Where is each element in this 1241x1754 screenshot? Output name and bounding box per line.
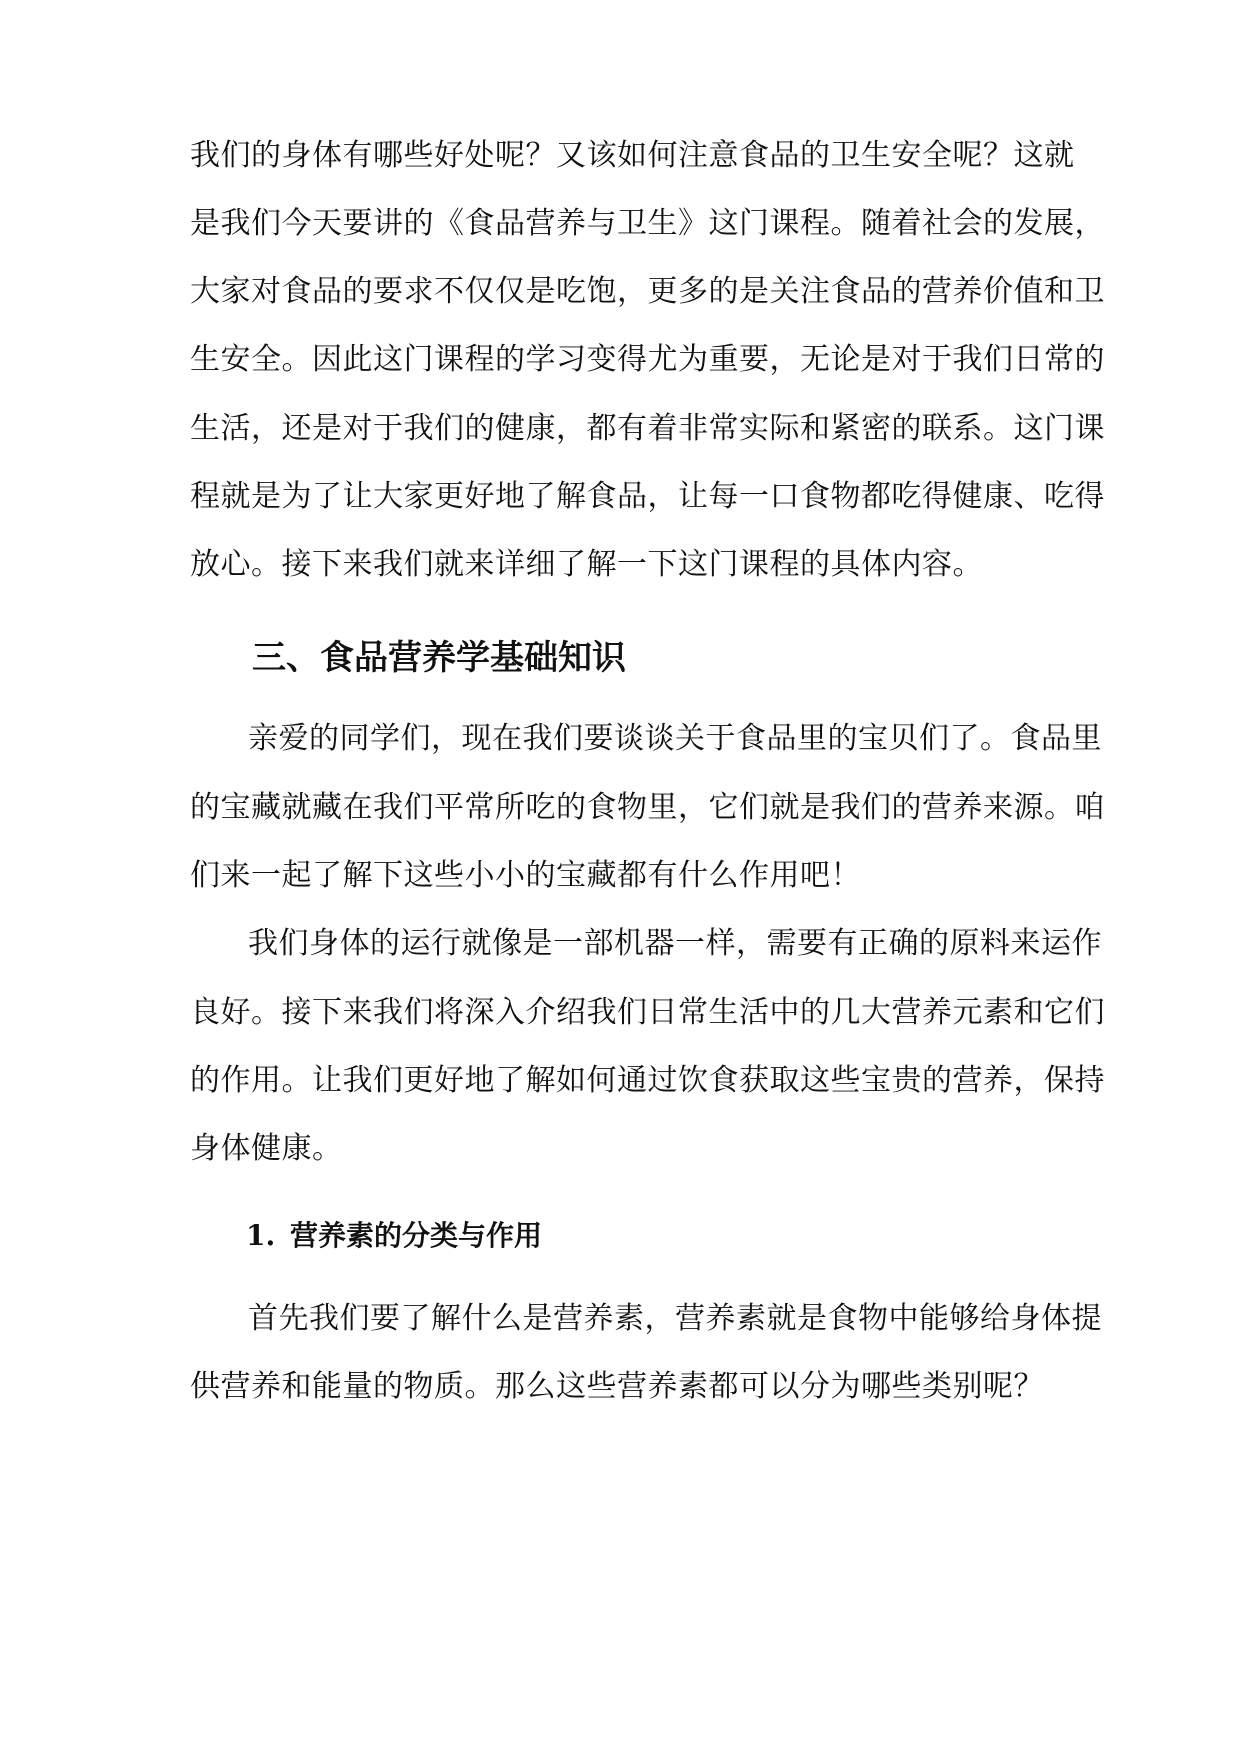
subheading-text: 营养素的分类与作用 <box>290 1219 543 1252</box>
para3-line-1: 首先我们要了解什么是营养素，营养素就是食物中能够给身体提 <box>248 1301 1102 1336</box>
para3-line-2: 供营养和能量的物质。那么这些营养素都可以分为哪些类别呢？ <box>190 1369 1044 1404</box>
subheading-number: 1. <box>246 1219 276 1252</box>
intro-line-3: 大家对食品的要求不仅仅是吃饱，更多的是关注食品的营养价值和卫 <box>190 274 1105 309</box>
para1-line-3: 们来一起了解下这些小小的宝藏都有什么作用吧！ <box>190 858 861 893</box>
intro-line-2: 是我们今天要讲的《食品营养与卫生》这门课程。随着社会的发展， <box>190 206 1105 241</box>
para2-line-3: 的作用。让我们更好地了解如何通过饮食获取这些宝贵的营养，保持 <box>190 1063 1105 1098</box>
para2-line-4: 身体健康。 <box>190 1131 343 1166</box>
para1-line-2: 的宝藏就藏在我们平常所吃的食物里，它们就是我们的营养来源。咱 <box>190 790 1105 825</box>
intro-line-6: 程就是为了让大家更好地了解食品，让每一口食物都吃得健康、吃得 <box>190 479 1105 514</box>
para1-line-1: 亲爱的同学们，现在我们要谈谈关于食品里的宝贝们了。食品里 <box>248 721 1102 756</box>
intro-line-4: 生安全。因此这门课程的学习变得尤为重要，无论是对于我们日常的 <box>190 342 1105 377</box>
para2-line-1: 我们身体的运行就像是一部机器一样，需要有正确的原料来运作 <box>248 926 1102 961</box>
intro-line-7: 放心。接下来我们就来详细了解一下这门课程的具体内容。 <box>190 547 983 582</box>
intro-line-5: 生活，还是对于我们的健康，都有着非常实际和紧密的联系。这门课 <box>190 411 1105 446</box>
section-heading: 三、食品营养学基础知识 <box>252 638 626 678</box>
intro-line-1: 我们的身体有哪些好处呢？又该如何注意食品的卫生安全呢？这就 <box>190 138 1075 173</box>
subheading <box>246 1216 542 1256</box>
para2-line-2: 良好。接下来我们将深入介绍我们日常生活中的几大营养元素和它们 <box>190 995 1105 1030</box>
